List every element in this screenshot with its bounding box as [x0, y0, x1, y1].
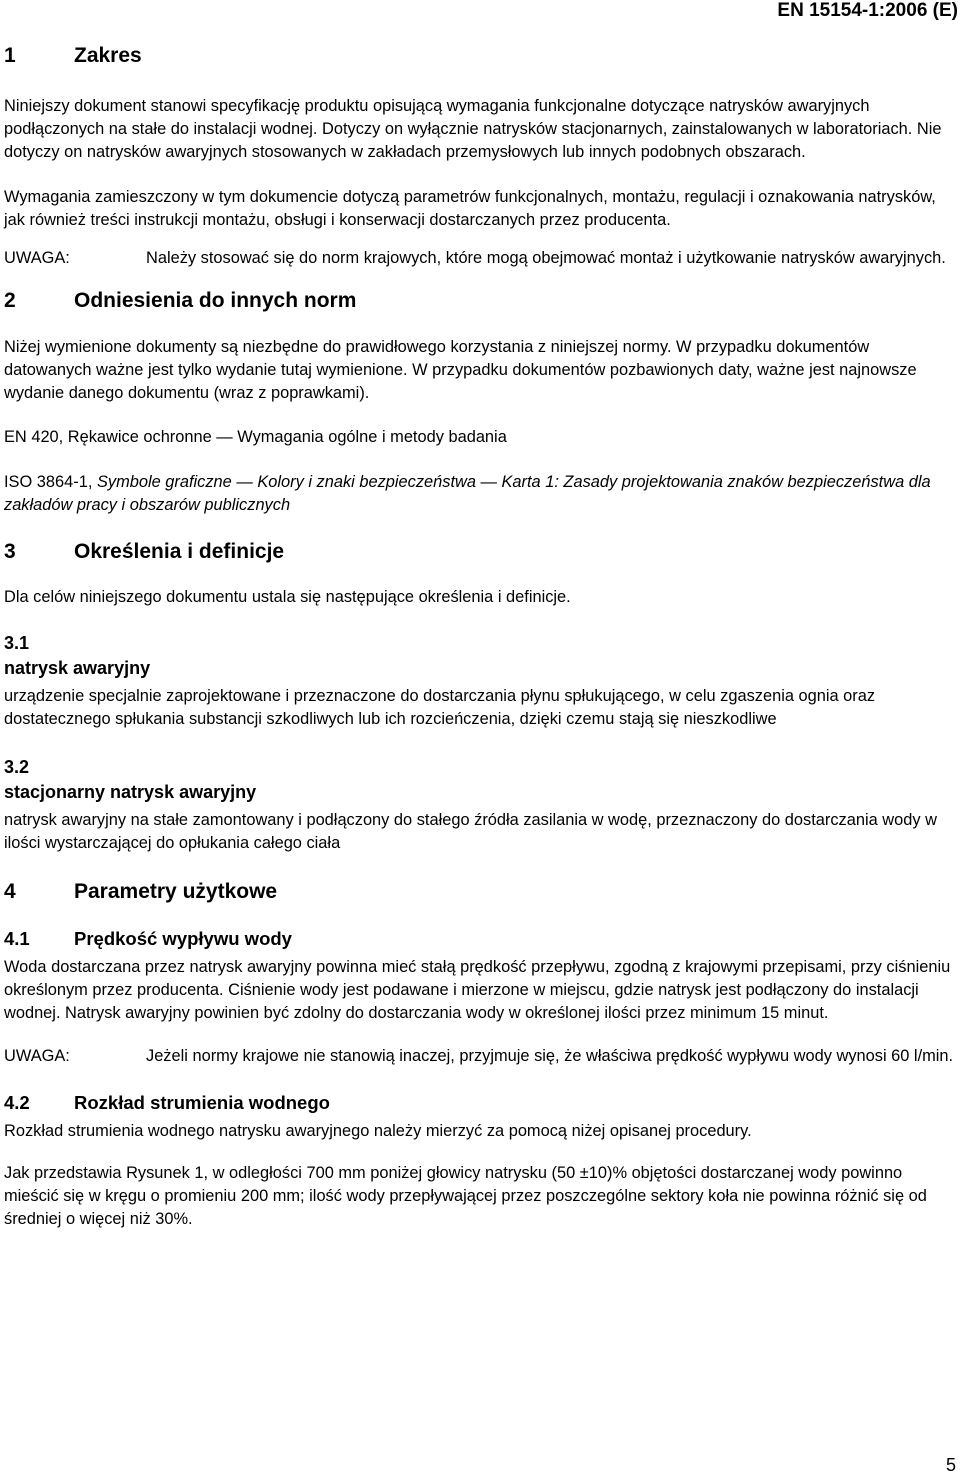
scope-paragraph-2: Wymagania zamieszczony w tym dokumencie dotyczą parametrów funkcjonalnych, montażu, regulacji i oznakowania natrysków, jak również treści instrukcji montażu, obsługi i konserwacji dostarczanych przez producenta. — [4, 188, 936, 229]
section-title: Określenia i definicje — [74, 540, 285, 563]
distribution-paragraph-2: Jak przedstawia Rysunek 1, w odległości 700 mm poniżej głowicy natrysku (50 ±10)% objętości dostarczanej wody powinno mieścić się w kręgu o promieniu 200 mm; ilość wody przepływającej przez poszczególne sektory koła nie powinna różnić się od średniej o więcej niż 30%. — [4, 1164, 927, 1228]
term-number: 3.2 — [4, 757, 30, 777]
term-definition: natrysk awaryjny na stałe zamontowany i podłączony do stałego źródła zasilania w wodę, przeznaczony do dostarczania wody w ilości wystarczającej do opłukania całego ciała — [4, 811, 937, 852]
reference-italic-text: Symbole graficzne — [96, 473, 232, 491]
em-dash: — — [236, 473, 253, 491]
term-number: 3.1 — [4, 633, 30, 653]
subsection-title: Rozkład strumienia wodnego — [74, 1092, 330, 1113]
em-dash: — — [216, 428, 233, 446]
definitions-intro: Dla celów niniejszego dokumentu ustala się następujące określenia i definicje. — [4, 588, 571, 606]
section-number: 2 — [4, 289, 16, 312]
section-1-heading — [4, 42, 958, 70]
reference-en-420 — [4, 426, 958, 449]
document-id-header: EN 15154-1:2006 (E) — [777, 0, 958, 21]
note-label: UWAGA: — [4, 249, 70, 267]
note-text: Należy stosować się do norm krajowych, które mogą obejmować montaż i użytkowanie natrysków awaryjnych. — [146, 249, 946, 267]
section-4-heading — [4, 878, 958, 906]
section-title: Parametry użytkowe — [74, 880, 278, 903]
reference-italic-text: Karta 1: Zasady projektowania znaków bezpieczeństwa dla zakładów pracy i obszarów publicznych — [4, 473, 931, 514]
subsection-4-2-heading — [4, 1090, 958, 1116]
section-number: 1 — [4, 44, 16, 67]
reference-text: Wymagania ogólne i metody badania — [237, 428, 507, 446]
section-3-heading — [4, 538, 958, 566]
flow-rate-paragraph: Woda dostarczana przez natrysk awaryjny powinna mieć stałą prędkość przepływu, zgodną z krajowymi przepisami, przy ciśnieniu określonym przez producenta. Ciśnienie wody jest podawane i mierzone w miejscu, gdzie natrysk jest podłączony do instalacji wodnej. Natrysk awaryjny powinien być zdolny do dostarczania wody w określonej ilości przez minimum 15 minut. — [4, 958, 951, 1022]
em-dash: — — [480, 473, 497, 491]
distribution-paragraph-1: Rozkład strumienia wodnego natrysku awaryjnego należy mierzyć za pomocą niżej opisanej procedury. — [4, 1122, 752, 1140]
document-body — [4, 42, 958, 1231]
scope-paragraph-1: Niniejszy dokument stanowi specyfikację produktu opisującą wymagania funkcjonalne dotyczące natrysków awaryjnych podłączonych na stałe do instalacji wodnej. Dotyczy on wyłącznie natrysków stacjonarnych, zainstalowanych w laboratoriach. Nie dotyczy on natrysków awaryjnych stosowanych w zakładach przemysłowych lub innych podobnych obszarach. — [4, 97, 942, 161]
note-text: Jeżeli normy krajowe nie stanowią inaczej, przyjmuje się, że właściwa prędkość wypływu wody wynosi 60 l/min. — [146, 1047, 954, 1065]
subsection-number: 4.2 — [4, 1092, 30, 1113]
section-number: 4 — [4, 880, 16, 903]
section-number: 3 — [4, 540, 16, 563]
term-definition: urządzenie specjalnie zaprojektowane i przeznaczone do dostarczania płynu spłukującego, w celu zgaszenia ognia oraz dostatecznego spłukania substancji szkodliwych lub ich rozcieńczenia, dzięki czemu stają się nieszkodliwe — [4, 687, 876, 728]
term-name: stacjonarny natrysk awaryjny — [4, 782, 257, 802]
subsection-4-1-heading — [4, 926, 958, 952]
reference-text: EN 420, Rękawice ochronne — [4, 428, 212, 446]
subsection-title: Prędkość wypływu wody — [74, 928, 292, 949]
section-title: Zakres — [74, 44, 142, 67]
section-2-heading — [4, 287, 958, 315]
term-name: natrysk awaryjny — [4, 658, 151, 678]
reference-iso-3864 — [4, 471, 958, 517]
subsection-number: 4.1 — [4, 928, 30, 949]
reference-italic-text: Kolory i znaki bezpieczeństwa — [257, 473, 476, 491]
flow-rate-note — [4, 1045, 958, 1068]
page-number: 5 — [945, 1455, 956, 1475]
references-paragraph: Niżej wymienione dokumenty są niezbędne do prawidłowego korzystania z niniejszej normy. W przypadku dokumentów datowanych ważne jest tylko wydanie tutaj wymienione. W przypadku dokumentów pozbawionych daty, ważne jest najnowsze wydanie danego dokumentu (wraz z poprawkami). — [4, 338, 917, 402]
section-title: Odniesienia do innych norm — [74, 289, 357, 312]
note-label: UWAGA: — [4, 1047, 70, 1065]
scope-note — [4, 247, 958, 270]
reference-text: ISO 3864-1, — [4, 473, 93, 491]
